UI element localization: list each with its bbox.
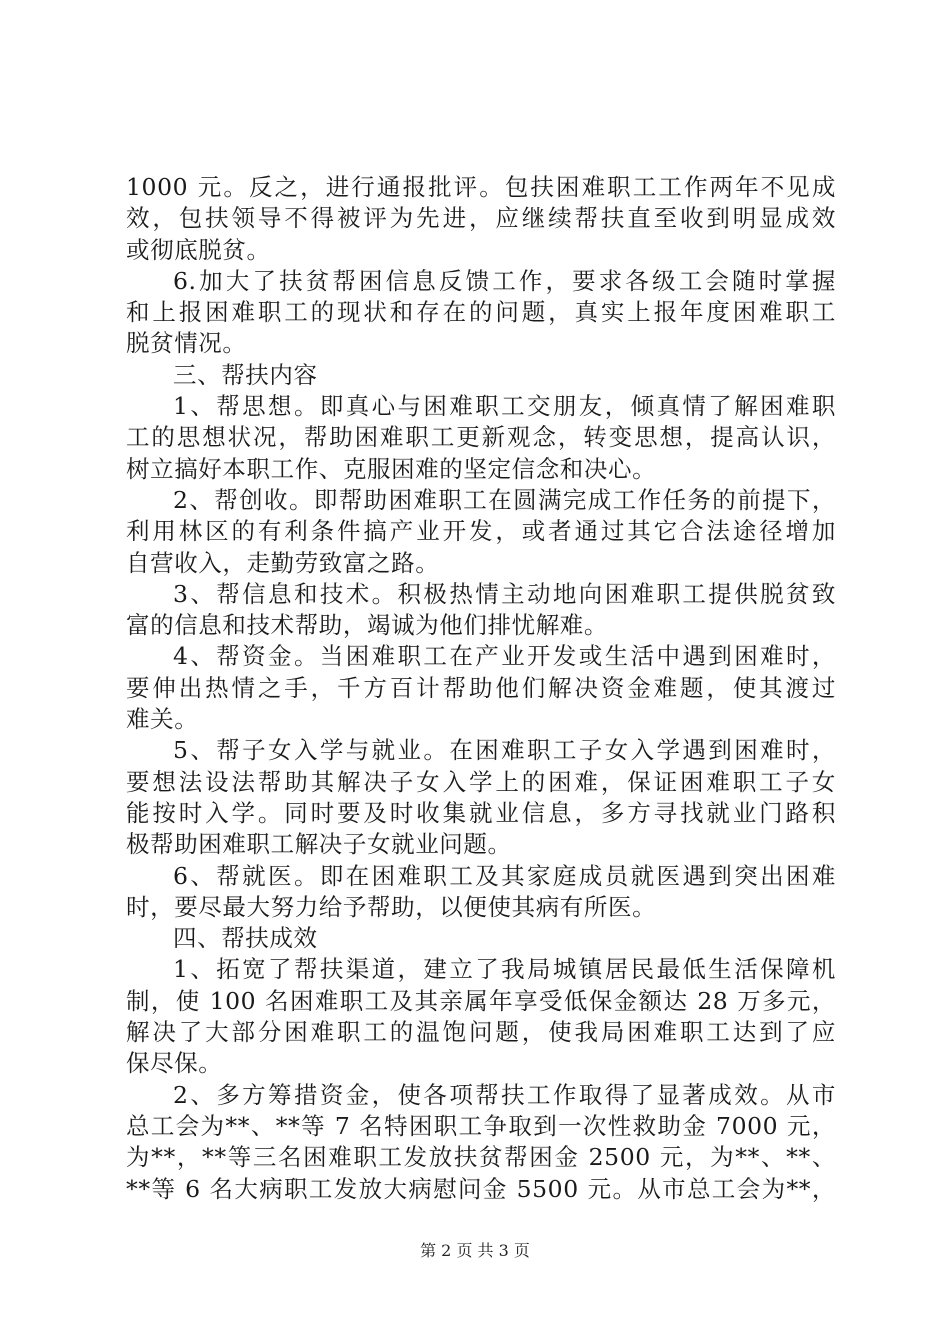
paragraph bbox=[126, 735, 836, 860]
text-line: 脱贫情况。 bbox=[126, 329, 247, 358]
text-line: 自营收入，走勤劳致富之路。 bbox=[126, 548, 440, 577]
text-line: 1000 元。反之，进行通报批评。包扶困难职工工作两年不见成 bbox=[126, 173, 836, 201]
text-line: 要想法设法帮助其解决子女入学上的困难，保证困难职工子女 bbox=[126, 767, 836, 796]
text-line: 利用林区的有利条件搞产业开发，或者通过其它合法途径增加 bbox=[126, 517, 836, 546]
paragraph bbox=[126, 954, 836, 1079]
text-line: 总工会为**、**等 7 名特困职工争取到一次性救助金 7000 元， bbox=[126, 1111, 836, 1140]
text-line: 极帮助困难职工解决子女就业问题。 bbox=[126, 830, 512, 859]
text-line: 2、帮创收。即帮助困难职工在圆满完成工作任务的前提下， bbox=[173, 485, 836, 514]
text-line: 1、帮思想。即真心与困难职工交朋友，倾真情了解困难职 bbox=[173, 392, 836, 421]
text-line: 效，包扶领导不得被评为先进，应继续帮扶直至收到明显成效 bbox=[126, 204, 836, 233]
text-line: 保尽保。 bbox=[126, 1049, 223, 1078]
text-line: 和上报困难职工的现状和存在的问题，真实上报年度困难职工 bbox=[126, 298, 836, 327]
text-line: 制，使 100 名困难职工及其亲属年享受低保金额达 28 万多元， bbox=[126, 986, 836, 1015]
text-line: 树立搞好本职工作、克服困难的坚定信念和决心。 bbox=[126, 454, 657, 483]
text-line: 时，要尽最大努力给予帮助，以便使其病有所医。 bbox=[126, 892, 657, 921]
text-line: 2、多方筹措资金，使各项帮扶工作取得了显著成效。从市 bbox=[173, 1080, 836, 1109]
text-line: **等 6 名大病职工发放大病慰问金 5500 元。从市总工会为**， bbox=[126, 1174, 836, 1203]
text-line: 解决了大部分困难职工的温饱问题，使我局困难职工达到了应 bbox=[126, 1018, 836, 1047]
paragraph bbox=[126, 172, 836, 266]
page-footer: 第 2 页 共 3 页 bbox=[420, 1241, 530, 1260]
document-body bbox=[126, 172, 836, 1205]
text-line: 1、拓宽了帮扶渠道，建立了我局城镇居民最低生活保障机 bbox=[173, 955, 836, 984]
text-line: 4、帮资金。当困难职工在产业开发或生活中遇到困难时， bbox=[173, 642, 836, 671]
paragraph bbox=[126, 1080, 836, 1205]
paragraph bbox=[126, 641, 836, 735]
paragraph bbox=[126, 485, 836, 579]
text-line: 或彻底脱贫。 bbox=[126, 235, 271, 264]
paragraph bbox=[126, 923, 836, 954]
text-line: 工的思想状况，帮助困难职工更新观念，转变思想，提高认识， bbox=[126, 423, 836, 452]
paragraph bbox=[126, 360, 836, 391]
text-line: 难关。 bbox=[126, 705, 199, 734]
text-line: 要伸出热情之手，千方百计帮助他们解决资金难题，使其渡过 bbox=[126, 673, 836, 702]
text-line: 三、帮扶内容 bbox=[173, 360, 318, 389]
text-line: 5、帮子女入学与就业。在困难职工子女入学遇到困难时， bbox=[173, 736, 836, 765]
text-line: 为**，**等三名困难职工发放扶贫帮困金 2500 元，为**、**、 bbox=[126, 1143, 836, 1172]
text-line: 6、帮就医。即在困难职工及其家庭成员就医遇到突出困难 bbox=[173, 861, 836, 890]
paragraph bbox=[126, 579, 836, 642]
paragraph bbox=[126, 391, 836, 485]
paragraph bbox=[126, 861, 836, 924]
paragraph bbox=[126, 266, 836, 360]
text-line: 6.加大了扶贫帮困信息反馈工作，要求各级工会随时掌握 bbox=[173, 266, 836, 295]
text-line: 3、帮信息和技术。积极热情主动地向困难职工提供脱贫致 bbox=[173, 579, 836, 608]
text-line: 富的信息和技术帮助，竭诚为他们排忧解难。 bbox=[126, 611, 608, 640]
text-line: 四、帮扶成效 bbox=[173, 924, 318, 953]
text-line: 能按时入学。同时要及时收集就业信息，多方寻找就业门路积 bbox=[126, 798, 836, 827]
